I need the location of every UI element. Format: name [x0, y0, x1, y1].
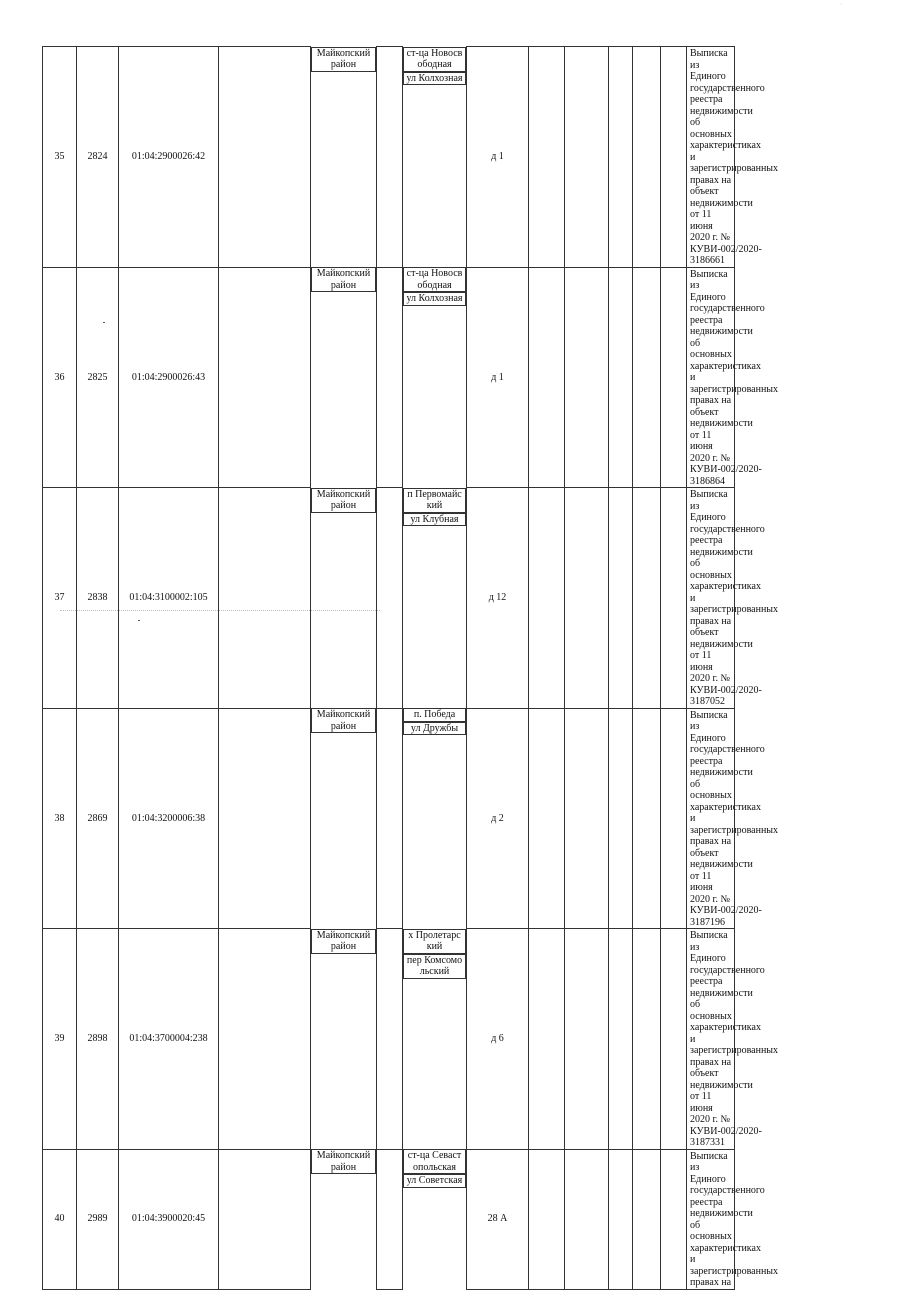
empty-cell: [661, 488, 687, 709]
cell-house: 28 А: [467, 1149, 529, 1289]
cell-cad: 01:04:3700004:238: [119, 929, 219, 1150]
cell-n: 36: [43, 267, 77, 488]
cell-district: Майкопский район: [311, 708, 376, 733]
empty-cell: [633, 488, 661, 709]
cell-settlement: ст-ца Севастопольская: [403, 1149, 466, 1174]
cell-settlement: ст-ца Новосвободная: [403, 47, 466, 72]
cell-empty1: [219, 47, 311, 268]
cell-house: д 6: [467, 929, 529, 1150]
empty-cell: [529, 47, 565, 268]
cell-cad: 01:04:3900020:45: [119, 1149, 219, 1289]
empty-cell: [633, 47, 661, 268]
empty-cell: [609, 929, 633, 1150]
empty-cell: [633, 267, 661, 488]
cell-empty1: [219, 1149, 311, 1289]
empty-cell: [377, 708, 403, 929]
cell-empty1: [219, 488, 311, 709]
empty-cell: [529, 488, 565, 709]
empty-cell: [633, 929, 661, 1150]
empty-cell: [609, 1149, 633, 1289]
empty-cell: [661, 47, 687, 268]
cell-reg: 2869: [77, 708, 119, 929]
cell-settlement: х Пролетарский: [403, 929, 466, 954]
cell-district: Майкопский район: [311, 929, 376, 954]
cell-settlement: п. Победа: [403, 708, 466, 722]
empty-cell: [377, 267, 403, 488]
cell-street: пер Комсомольский: [403, 954, 466, 979]
empty-cell: [529, 267, 565, 488]
cell-empty1: [219, 929, 311, 1150]
scan-speck: [138, 620, 140, 621]
cell-empty1: [219, 708, 311, 929]
empty-cell: [565, 47, 609, 268]
empty-cell: [377, 1149, 403, 1289]
table-row: [43, 267, 880, 488]
scan-speck: [103, 322, 105, 323]
empty-cell: [529, 929, 565, 1150]
table-row: [43, 488, 880, 709]
cell-house: д 1: [467, 47, 529, 268]
cell-reg: 2825: [77, 267, 119, 488]
table-row: [43, 929, 880, 1150]
empty-cell: [565, 488, 609, 709]
cell-street: ул Дружбы: [403, 722, 466, 736]
cell-settlement: п Первомайский: [403, 488, 466, 513]
cell-house: д 1: [467, 267, 529, 488]
table-row: [43, 47, 880, 268]
cell-doc: Выписка из Единого государственного реестра недвижимости об основных характеристиках и зарегистрированных правах на объект недвижимости от 11 июня 2020 г. № КУВИ-002/2020-3186864: [687, 267, 735, 488]
cell-street: ул Колхозная: [403, 72, 466, 86]
cell-cad: 01:04:2900026:42: [119, 47, 219, 268]
cell-doc: Выписка из Единого государственного реестра недвижимости об основных характеристиках и зарегистрированных правах на объект недвижимости от 11 июня 2020 г. № КУВИ-002/2020-3187331: [687, 929, 735, 1150]
cell-reg: 2989: [77, 1149, 119, 1289]
cell-cad: 01:04:3100002:105: [119, 488, 219, 709]
cell-street: ул Советская: [403, 1174, 466, 1188]
cell-district: Майкопский район: [311, 47, 376, 72]
cell-district: Майкопский район: [311, 1149, 376, 1174]
cell-district: Майкопский район: [311, 267, 376, 292]
cell-n: 40: [43, 1149, 77, 1289]
empty-cell: [609, 47, 633, 268]
empty-cell: [565, 929, 609, 1150]
empty-cell: [609, 267, 633, 488]
cell-settlement: ст-ца Новосвободная: [403, 267, 466, 292]
cell-reg: 2824: [77, 47, 119, 268]
table-row: [43, 708, 880, 929]
empty-cell: [661, 929, 687, 1150]
cell-n: 35: [43, 47, 77, 268]
empty-cell: [529, 708, 565, 929]
registry-table: [42, 46, 880, 1290]
table-row: [43, 1149, 880, 1289]
cell-doc: Выписка из Единого государственного реестра недвижимости об основных характеристиках и зарегистрированных правах на объект недвижимости от 11 июня 2020 г. № КУВИ-002/2020-3187196: [687, 708, 735, 929]
empty-cell: [565, 267, 609, 488]
cell-n: 37: [43, 488, 77, 709]
cell-doc: Выписка из Единого государственного реестра недвижимости об основных характеристиках и зарегистрированных правах на объект недвижимости от 11 июня 2020 г. № КУВИ-002/2020-3187052: [687, 488, 735, 709]
cell-cad: 01:04:2900026:43: [119, 267, 219, 488]
registry-rows: [43, 47, 880, 1290]
empty-cell: [377, 929, 403, 1150]
cell-reg: 2898: [77, 929, 119, 1150]
cell-street: ул Клубная: [403, 513, 466, 527]
cell-reg: 2838: [77, 488, 119, 709]
cell-street: ул Колхозная: [403, 292, 466, 306]
cell-empty1: [219, 267, 311, 488]
empty-cell: [661, 708, 687, 929]
empty-cell: [609, 708, 633, 929]
scan-noise-line: [60, 610, 380, 611]
cell-house: д 2: [467, 708, 529, 929]
empty-cell: [661, 1149, 687, 1289]
empty-cell: [529, 1149, 565, 1289]
empty-cell: [377, 488, 403, 709]
scan-mark: ·: [840, 2, 842, 8]
cell-cad: 01:04:3200006:38: [119, 708, 219, 929]
empty-cell: [633, 708, 661, 929]
empty-cell: [565, 1149, 609, 1289]
empty-cell: [565, 708, 609, 929]
empty-cell: [609, 488, 633, 709]
cell-n: 39: [43, 929, 77, 1150]
cell-doc: Выписка из Единого государственного реестра недвижимости об основных характеристиках и зарегистрированных правах на объект недвижимости от 11 июня 2020 г. № КУВИ-002/2020-3186661: [687, 47, 735, 268]
empty-cell: [633, 1149, 661, 1289]
empty-cell: [377, 47, 403, 268]
cell-doc: Выписка из Единого государственного реестра недвижимости об основных характеристиках и зарегистрированных правах на: [687, 1149, 735, 1289]
empty-cell: [661, 267, 687, 488]
cell-n: 38: [43, 708, 77, 929]
cell-district: Майкопский район: [311, 488, 376, 513]
cell-house: д 12: [467, 488, 529, 709]
